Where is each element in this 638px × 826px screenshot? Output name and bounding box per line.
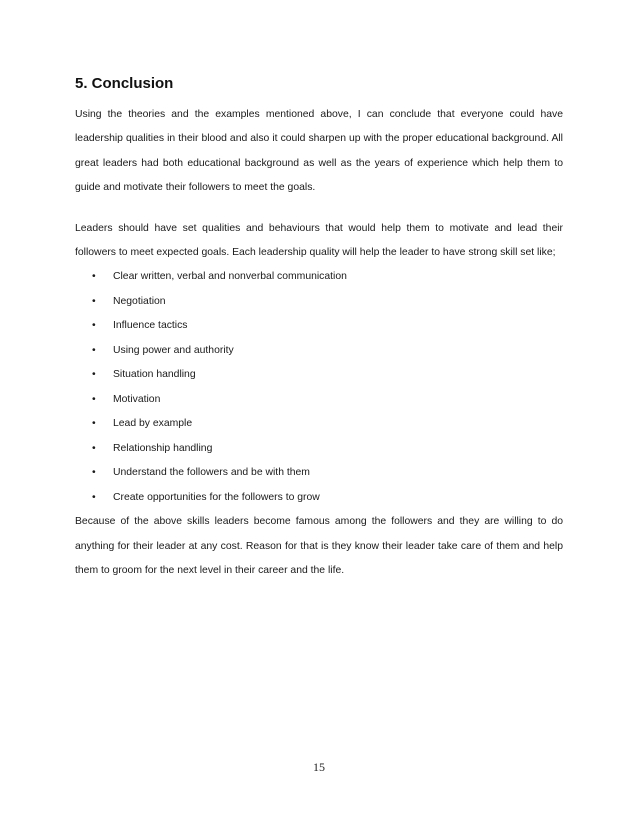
bullet-icon: • <box>92 320 96 332</box>
bullet-icon: • <box>92 491 96 503</box>
bullet-icon: • <box>92 271 96 283</box>
paragraph-qualities: Leaders should have set qualities and behaviours that would help them to motivate and lead their followers to meet expected goals. Each leadership quality will help the leader to have strong skill set like; <box>75 222 563 259</box>
list-item: • Situation handling <box>92 363 563 388</box>
list-item: • Clear written, verbal and nonverbal communication <box>92 265 563 290</box>
bullet-icon: • <box>92 442 96 454</box>
list-item: • Motivation <box>92 388 563 413</box>
bullet-icon: • <box>92 295 96 307</box>
paragraph-intro: Using the theories and the examples mentioned above, I can conclude that everyone could have leadership qualities in their blood and also it could sharpen up with the proper educational background. All great leaders had both educational background as well as the years of experience which help them to guide and motivate their followers to meet the goals. <box>75 109 563 194</box>
list-item: • Using power and authority <box>92 339 563 364</box>
list-item: • Influence tactics <box>92 314 563 339</box>
paragraph-conclusion: Because of the above skills leaders become famous among the followers and they are willing to do anything for their leader at any cost. Reason for that is they know their leader take care of them and help them to groom for the next level in their career and the life. <box>75 516 563 577</box>
page-content <box>75 74 563 584</box>
bullet-icon: • <box>92 369 96 381</box>
list-item: • Lead by example <box>92 412 563 437</box>
list-item: • Relationship handling <box>92 437 563 462</box>
bullet-icon: • <box>92 393 96 405</box>
list-item: • Create opportunities for the followers to grow <box>92 486 563 511</box>
skills-list <box>75 265 563 510</box>
bullet-icon: • <box>92 467 96 479</box>
page-number: 15 <box>313 760 325 774</box>
list-item: • Negotiation <box>92 290 563 315</box>
bullet-icon: • <box>92 344 96 356</box>
list-item: • Understand the followers and be with them <box>92 461 563 486</box>
section-heading: 5. Conclusion <box>75 75 174 92</box>
bullet-icon: • <box>92 418 96 430</box>
